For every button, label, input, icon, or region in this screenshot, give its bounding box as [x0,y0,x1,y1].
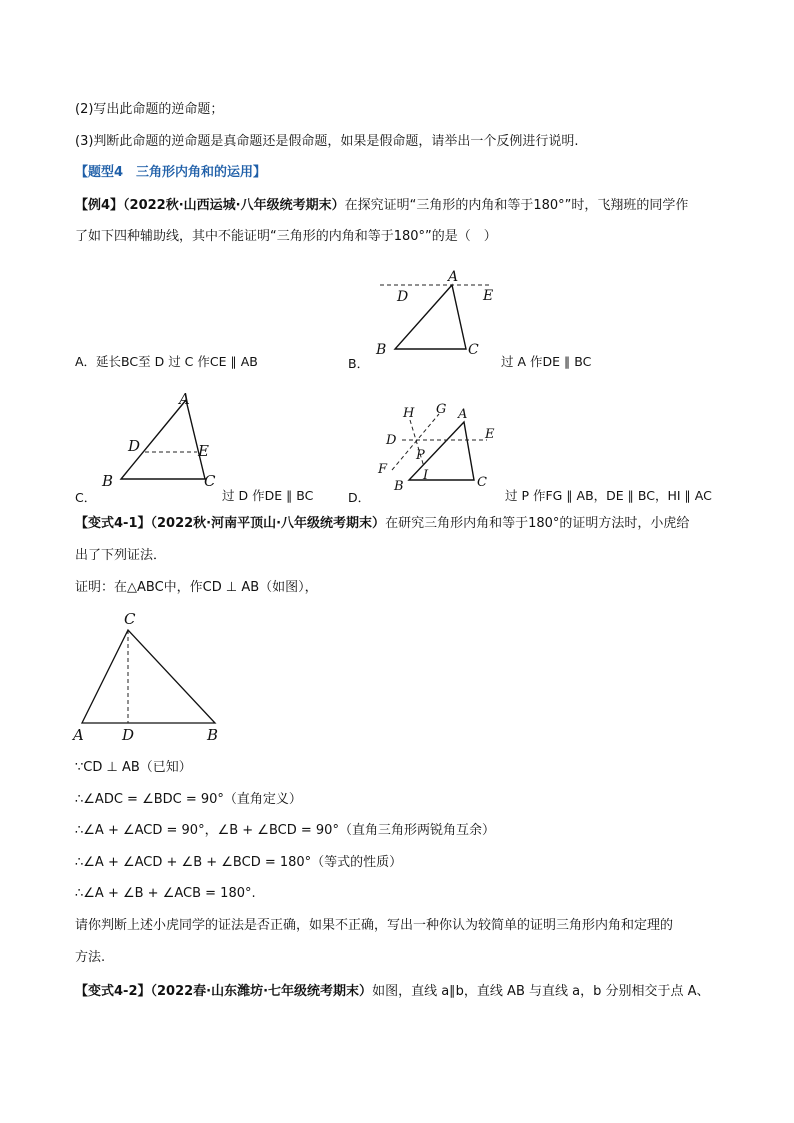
label-a: A [448,269,459,285]
figure-altitude [70,608,230,743]
variant-4-1-line-2: 出了下列证法． [75,548,167,563]
label-d: D [386,433,397,448]
example-4-tag: 【例4】 [75,198,124,213]
question-part-3: (3)判断此命题的逆命题是真命题还是假命题，如果是假命题，请举出一个反例进行说明. [75,134,579,149]
label-b: B [376,342,387,358]
label-c: C [204,472,216,490]
option-b-text: 过 A 作DE ∥ BC [501,354,592,369]
label-a: A [458,407,468,422]
proof-intro: 证明：在△ABC中，作CD ⊥ AB（如图）， [75,580,318,595]
variant-4-1-question-line-2: 方法. [75,950,106,965]
triangle-abc [82,630,215,723]
figure-c [98,388,228,493]
example-4-source: （2022秋·山西运城·八年级统考期末） [123,198,345,213]
label-c: C [124,610,136,628]
option-d-label: D． [348,490,371,505]
label-e: E [198,442,209,460]
proof-step-4: ∴∠A + ∠ACD + ∠B + ∠BCD = 180°（等式的性质） [75,855,403,870]
variant-4-1-tag: 【变式4-1】 [75,516,151,531]
label-i: I [423,468,429,483]
variant-4-2-tag: 【变式4-2】 [75,984,151,999]
variant-4-1-line-1 [75,514,689,534]
label-e: E [485,427,495,442]
label-b: B [102,472,114,490]
option-a: A．延长BC至 D 过 C 作CE ∥ AB [75,354,258,369]
label-d: D [122,726,135,744]
option-b-label: B． [348,356,370,371]
variant-4-1-text: 在研究三角形内角和等于180°的证明方法时，小虎给 [385,516,690,531]
label-h: H [403,406,415,421]
example-4-line-2: 了如下四种辅助线，其中不能证明“三角形的内角和等于180°”的是（ ） [75,229,497,244]
proof-step-5: ∴∠A + ∠B + ∠ACB = 180°. [75,886,256,901]
example-4-line-1 [75,196,688,216]
label-d: D [397,289,409,305]
label-a: A [73,726,84,744]
section-title: 【题型4 三角形内角和的运用】 [75,165,267,180]
option-c-text: 过 D 作DE ∥ BC [222,488,314,503]
variant-4-2-source: （2022春·山东潍坊·七年级统考期末） [150,984,373,999]
option-d-text: 过 P 作FG ∥ AB，DE ∥ BC，HI ∥ AC [505,488,712,503]
label-a: A [179,390,190,408]
label-b: B [207,726,219,744]
label-c: C [477,475,487,490]
variant-4-1-source: （2022秋·河南平顶山·八年级统考期末） [150,516,386,531]
figure-b [370,268,510,360]
label-p: P [416,448,425,463]
label-g: G [436,402,447,417]
label-c: C [468,342,479,358]
proof-step-1: ∵CD ⊥ AB（已知） [75,760,192,775]
proof-step-3: ∴∠A + ∠ACD = 90°，∠B + ∠BCD = 90°（直角三角形两锐角互余） [75,823,495,838]
question-part-2: (2)写出此命题的逆命题； [75,102,224,117]
variant-4-1-question-line-1: 请你判断上述小虎同学的证法是否正确，如果不正确，写出一种你认为较简单的证明三角形内角和定理的 [75,918,674,933]
label-b: B [394,479,404,494]
variant-4-2-line-1 [75,982,710,1002]
label-d: D [128,437,141,455]
option-c-label: C． [75,490,97,505]
variant-4-2-text: 如图，直线 a∥b，直线 AB 与直线 a，b 分别相交于点 A、 [372,984,710,999]
label-e: E [483,288,494,304]
example-4-text: 在探究证明“三角形的内角和等于180°”时，飞翔班的同学作 [344,198,689,213]
label-f: F [378,462,388,477]
figure-d [372,402,502,492]
proof-step-2: ∴∠ADC = ∠BDC = 90°（直角定义） [75,792,302,807]
